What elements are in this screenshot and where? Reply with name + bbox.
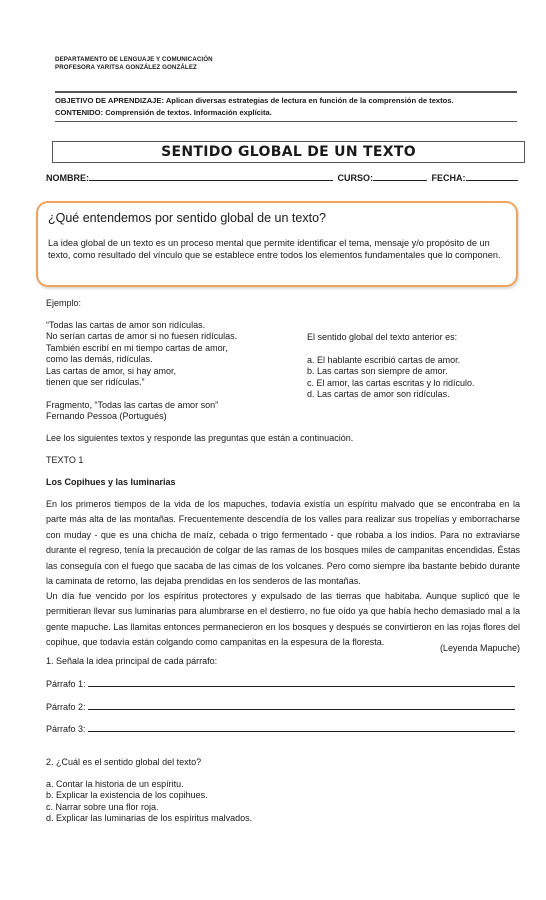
poem-source-author: Fernando Pessoa (Portugués) — [46, 411, 167, 422]
name-field[interactable] — [89, 172, 333, 181]
paragraph-2-answer-row — [46, 701, 526, 713]
poem-line: tienen que ser ridículas.” — [46, 377, 145, 388]
q2-option-a[interactable]: a. Contar la historia de un espíritu. — [46, 779, 184, 789]
department-header: DEPARTAMENTO DE LENGUAJE Y COMUNICACIÓN — [55, 56, 213, 63]
question-1-prompt: 1. Señala la idea principal de cada párrafo: — [46, 656, 218, 666]
option-b[interactable]: b. Las cartas son siempre de amor. — [307, 366, 448, 377]
text1-paragraph-2: Un día fue vencido por los espíritus protectores y expulsado de las tierras que habitaba. Aunque suplicó que le permitieran llevar sus luminarias para alumbrarse en el destierro, no fue oído ya que había hecho demasiado mal a la gente mapuche. Las llamitas entonces permanecieron en los bosques y después se convirtieron en las rojas flores del copihue, que todavía están colgando como campanitas en la espesura de la floresta. — [46, 591, 520, 648]
example-question: El sentido global del texto anterior es: — [307, 332, 458, 342]
poem-line: Las cartas de amor, si hay amor, — [46, 365, 177, 376]
content-line: CONTENIDO: Comprensión de textos. Información explícita. — [55, 108, 272, 117]
option-a[interactable]: a. El hablante escribió cartas de amor. — [307, 355, 461, 365]
poem-line: También escribí en mi tiempo cartas de amor, — [46, 342, 228, 353]
q2-option-c[interactable]: c. Narrar sobre una flor roja. — [46, 801, 159, 812]
poem-line: como las demás, ridículas. — [46, 354, 153, 365]
text1-paragraph-1: En los primeros tiempos de la vida de los mapuches, todavía existía un espíritu malvado que se encontraba en la parte más alta de las montañas. Frecuentemente descendía de los valles para realizar sus tropelías y emborracharse con muday - que es una chicha de maíz, cebada o trigo fermentado - que robaba a los indios. Para no extraviarse durante el regreso, tenía la precaución de colgar de las ramas de los bosques miles de campanitas encendidas. Éstas las conseguía con el fuego que sacaba de las cimas de los volcanes. Pero como siempre iba bastante bebido durante la caminata de retorno, las dejaba prendidas en los senderos de las montañas. — [46, 499, 520, 587]
definition-callout — [36, 201, 518, 287]
poem-source-title: Fragmento, “Todas las cartas de amor son” — [46, 400, 219, 410]
question-2-options — [46, 779, 346, 825]
paragraph-3-answer-row — [46, 723, 526, 735]
paragraph-2-answer-line[interactable] — [88, 701, 515, 710]
objective-box — [55, 91, 517, 122]
option-d[interactable]: d. Las cartas de amor son ridículas. — [307, 389, 450, 400]
poem-source — [46, 400, 296, 423]
paragraph-1-answer-line[interactable] — [88, 678, 515, 687]
name-label: NOMBRE: — [46, 173, 89, 183]
teacher-header: PROFESORA YARITSA GONZÁLEZ GONZÁLEZ — [55, 64, 197, 71]
option-c[interactable]: c. El amor, las cartas escritas y lo ridículo. — [307, 377, 475, 388]
poem-line: “Todas las cartas de amor son ridículas. — [46, 320, 206, 330]
date-field[interactable] — [466, 172, 518, 181]
paragraph-3-label: Párrafo 3: — [46, 724, 86, 734]
callout-question: ¿Qué entendemos por sentido global de un texto? — [48, 211, 326, 225]
example-poem — [46, 320, 296, 388]
instruction-text: Lee los siguientes textos y responde las preguntas que están a continuación. — [46, 433, 354, 443]
paragraph-1-answer-row — [46, 678, 526, 690]
q2-option-b[interactable]: b. Explicar la existencia de los copihues. — [46, 790, 208, 801]
page-title: SENTIDO GLOBAL DE UN TEXTO — [52, 141, 525, 163]
paragraph-2-label: Párrafo 2: — [46, 702, 86, 712]
text1-title: Los Copihues y las luminarias — [46, 477, 176, 487]
objective-line: OBJETIVO DE APRENDIZAJE: Aplican diversas estrategias de lectura en función de la comprensión de textos. — [55, 96, 454, 105]
paragraph-3-answer-line[interactable] — [88, 723, 515, 732]
q2-option-d[interactable]: d. Explicar las luminarias de los espíritus malvados. — [46, 813, 253, 824]
date-label: FECHA: — [431, 173, 466, 183]
question-2-prompt: 2. ¿Cuál es el sentido global del texto? — [46, 757, 202, 767]
course-label: CURSO: — [337, 173, 374, 183]
paragraph-1-label: Párrafo 1: — [46, 679, 86, 689]
callout-answer: La idea global de un texto es un proceso mental que permite identificar el tema, mensaje y/o propósito de un texto, como resultado del vínculo que se establece entre todos los elementos fundamentales que lo componen. — [48, 238, 501, 260]
example-label: Ejemplo: — [46, 298, 82, 308]
poem-line: No serían cartas de amor si no fuesen ridículas. — [46, 331, 238, 342]
student-info-line — [46, 172, 536, 183]
text1-label: TEXTO 1 — [46, 455, 84, 465]
course-field[interactable] — [373, 172, 427, 181]
text1-source: (Leyenda Mapuche) — [439, 643, 520, 653]
example-options — [307, 355, 522, 401]
